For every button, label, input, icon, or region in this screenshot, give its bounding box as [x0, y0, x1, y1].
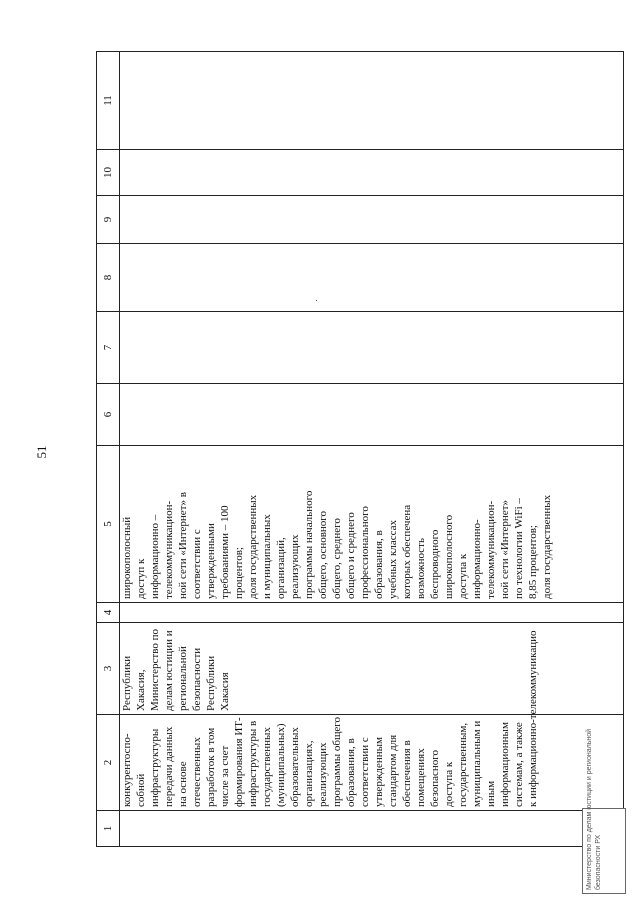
cell-text-line: утвержденным	[373, 736, 385, 807]
header-cell: 2	[97, 715, 120, 811]
header-cell: 9	[97, 196, 120, 244]
cell-text-line: программы начального	[303, 490, 315, 599]
cell-text-line: доступ к	[135, 558, 147, 599]
stamp-text: безопасности РХ	[595, 834, 602, 890]
cell-text-line: соответствии с	[191, 529, 203, 599]
cell-text-line: помещениях	[415, 748, 427, 807]
header-row	[97, 52, 120, 847]
cell-text-line: к информационно-телекоммуникацио	[527, 630, 539, 807]
cell-text-line: образования, в	[345, 738, 357, 807]
header-cell: 3	[97, 623, 120, 715]
header-cell: 10	[97, 150, 120, 196]
cell-text-line: и муниципальных	[261, 514, 273, 599]
cell-text-line: Республики	[205, 655, 217, 711]
cell-col8	[120, 244, 624, 312]
cell-text-line: системам, а также	[513, 722, 525, 807]
cell-text-line: учебных классах	[387, 519, 399, 599]
cell-text-line: реализующих	[317, 742, 329, 807]
cell-text-line: программы общего	[331, 716, 343, 807]
cell-text-line: доступа к	[457, 553, 469, 599]
cell-text-line: организаций,	[275, 537, 287, 599]
cell-text-line: процентов;	[233, 547, 245, 599]
header-cell: 11	[97, 52, 120, 150]
cell-col3	[120, 623, 624, 715]
cell-text-line: обеспечения в	[401, 740, 413, 807]
cell-col5	[120, 446, 624, 603]
header-cell: 7	[97, 312, 120, 384]
cell-text-line: передачи данных	[163, 726, 175, 807]
cell-text-line: информационно-	[471, 519, 483, 599]
cell-text-line: государственным,	[457, 722, 469, 807]
cell-text-line: Министерство по	[149, 629, 161, 711]
cell-text-line: конкурентоспо-	[121, 733, 133, 807]
cell-text-line: доля государственных	[247, 494, 259, 599]
cell-text-line: региональной	[177, 646, 189, 711]
cell-text-line: безопасного	[429, 749, 441, 807]
cell-text-line: телекоммуникацион-	[485, 500, 497, 599]
cell-col11	[120, 52, 624, 150]
cell-text-line: возможность	[415, 538, 427, 599]
cell-text-line: инфраструктуры	[149, 728, 161, 807]
cell-text-line: ной сети «Интернет» в	[177, 492, 189, 599]
cell-text-line: широкополосный	[121, 516, 133, 599]
header-cell: 5	[97, 446, 120, 603]
cell-text-line: отечественных	[191, 737, 203, 807]
cell-text-line: организациях,	[303, 740, 315, 807]
cell-text-line: телекоммуникацион-	[163, 500, 175, 599]
cell-text-line: муниципальным и	[471, 720, 483, 807]
table-row	[120, 52, 624, 847]
cell-col10	[120, 150, 624, 196]
cell-text-line: профессионального	[359, 506, 371, 599]
cell-text-line: доступа к	[443, 761, 455, 807]
cell-col9	[120, 196, 624, 244]
cell-text-line: 8,85 процентов;	[527, 525, 539, 599]
data-table	[96, 51, 624, 847]
header-cell: 4	[97, 603, 120, 623]
header-cell: 1	[97, 811, 120, 847]
cell-text-line: утвержденными	[205, 523, 217, 599]
cell-col1	[120, 811, 624, 847]
registration-stamp	[582, 728, 626, 894]
cell-text-line: требованиями – 100	[219, 505, 231, 599]
cell-text-line: беспроводного	[429, 529, 441, 599]
cell-text-line: общего, среднего	[331, 518, 343, 599]
rotated-page	[96, 52, 624, 847]
cell-text-line: общего и среднего	[345, 512, 357, 599]
cell-text-line: Хакасия,	[135, 669, 147, 711]
cell-col7	[120, 312, 624, 384]
cell-text-line: общего, основного	[317, 510, 329, 599]
cell-text-line: ной сети «Интернет»	[499, 500, 511, 599]
cell-text-line: Республики	[121, 655, 133, 711]
cell-text-line: делам юстиции и	[163, 630, 175, 711]
cell-text-line: доля государственных	[541, 494, 553, 599]
cell-text-line: числе за счет	[219, 745, 231, 807]
cell-text-line: разработок в том	[205, 727, 217, 807]
cell-text-line: широкополосного	[443, 514, 455, 599]
cell-col4	[120, 603, 624, 623]
cell-text-line: соответствии с	[359, 737, 371, 807]
cell-col6	[120, 384, 624, 446]
cell-text-line: безопасности	[191, 647, 203, 711]
cell-text-line: на основе	[177, 761, 189, 807]
cell-text-line: образования, в	[373, 530, 385, 599]
cell-text-line: инфраструктуры в	[247, 720, 259, 807]
cell-text-line: реализующих	[289, 534, 301, 599]
cell-text-line: формирования ИТ-	[233, 717, 245, 807]
page-number: 51	[34, 445, 49, 459]
header-cell: 6	[97, 384, 120, 446]
header-cell: 8	[97, 244, 120, 312]
cell-text-line: собной	[135, 773, 147, 807]
cell-text-line: информационным	[499, 722, 511, 807]
cell-text-line: информационно –	[149, 514, 161, 599]
cell-text-line: иным	[485, 780, 497, 807]
cell-text-line: которых обеспечена	[401, 504, 413, 599]
cell-text-line: государственных	[261, 727, 273, 807]
cell-text-line: (муниципальных)	[275, 723, 287, 807]
cell-text-line: по технологии WiFi –	[513, 498, 525, 599]
cell-text-line: образовательных	[289, 727, 301, 807]
cell-text-line: Хакасия	[219, 672, 231, 711]
cell-text-line: стандартом для	[387, 734, 399, 807]
stamp-text: Министерство по делам юстиции и региональной	[586, 728, 593, 890]
